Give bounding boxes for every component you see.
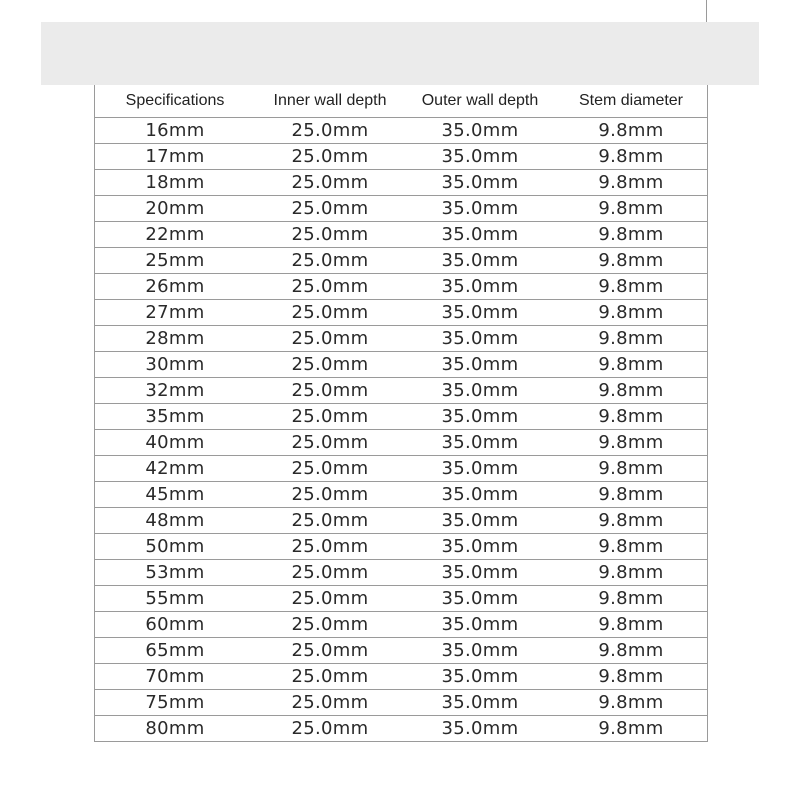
cell-specification: 25mm	[145, 250, 205, 271]
cell-stem-diameter: 9.8mm	[598, 458, 664, 479]
cell-stem-diameter: 9.8mm	[598, 666, 664, 687]
cell-outer-wall-depth: 35.0mm	[441, 276, 519, 297]
table-row	[95, 638, 707, 664]
table-row	[95, 170, 707, 196]
table-row	[95, 612, 707, 638]
cell-specification: 55mm	[145, 588, 205, 609]
cell-outer-wall-depth: 35.0mm	[441, 640, 519, 661]
cell-specification: 28mm	[145, 328, 205, 349]
table-row	[95, 144, 707, 170]
cell-stem-diameter: 9.8mm	[598, 328, 664, 349]
cell-inner-wall-depth: 25.0mm	[291, 536, 369, 557]
table-row	[95, 404, 707, 430]
cell-inner-wall-depth: 25.0mm	[291, 328, 369, 349]
cell-specification: 17mm	[145, 146, 205, 167]
cell-outer-wall-depth: 35.0mm	[441, 718, 519, 739]
cell-stem-diameter: 9.8mm	[598, 172, 664, 193]
cell-outer-wall-depth: 35.0mm	[441, 692, 519, 713]
cell-outer-wall-depth: 35.0mm	[441, 614, 519, 635]
cell-specification: 27mm	[145, 302, 205, 323]
cell-inner-wall-depth: 25.0mm	[291, 380, 369, 401]
cell-outer-wall-depth: 35.0mm	[441, 146, 519, 167]
table-row	[95, 456, 707, 482]
cell-inner-wall-depth: 25.0mm	[291, 250, 369, 271]
cell-specification: 48mm	[145, 510, 205, 531]
cell-outer-wall-depth: 35.0mm	[441, 172, 519, 193]
table-row	[95, 300, 707, 326]
cell-stem-diameter: 9.8mm	[598, 588, 664, 609]
header-stem-diameter: Stem diameter	[578, 92, 684, 109]
cell-inner-wall-depth: 25.0mm	[291, 432, 369, 453]
cell-stem-diameter: 9.8mm	[598, 250, 664, 271]
header-specifications: Specifications	[125, 92, 225, 109]
cell-stem-diameter: 9.8mm	[598, 380, 664, 401]
cell-inner-wall-depth: 25.0mm	[291, 276, 369, 297]
cell-stem-diameter: 9.8mm	[598, 354, 664, 375]
cell-specification: 16mm	[145, 120, 205, 141]
cell-inner-wall-depth: 25.0mm	[291, 354, 369, 375]
cell-outer-wall-depth: 35.0mm	[441, 588, 519, 609]
cell-stem-diameter: 9.8mm	[598, 198, 664, 219]
cell-inner-wall-depth: 25.0mm	[291, 510, 369, 531]
cell-inner-wall-depth: 25.0mm	[291, 614, 369, 635]
table-row	[95, 508, 707, 534]
top-divider-line	[706, 0, 707, 22]
cell-stem-diameter: 9.8mm	[598, 406, 664, 427]
cell-specification: 35mm	[145, 406, 205, 427]
table-row	[95, 274, 707, 300]
cell-outer-wall-depth: 35.0mm	[441, 562, 519, 583]
cell-inner-wall-depth: 25.0mm	[291, 640, 369, 661]
cell-specification: 26mm	[145, 276, 205, 297]
cell-specification: 30mm	[145, 354, 205, 375]
table-row	[95, 430, 707, 456]
cell-specification: 75mm	[145, 692, 205, 713]
cell-inner-wall-depth: 25.0mm	[291, 588, 369, 609]
table-row	[95, 716, 707, 741]
spec-table	[94, 85, 708, 742]
cell-outer-wall-depth: 35.0mm	[441, 250, 519, 271]
cell-outer-wall-depth: 35.0mm	[441, 406, 519, 427]
cell-specification: 20mm	[145, 198, 205, 219]
cell-stem-diameter: 9.8mm	[598, 276, 664, 297]
cell-outer-wall-depth: 35.0mm	[441, 380, 519, 401]
cell-outer-wall-depth: 35.0mm	[441, 224, 519, 245]
cell-stem-diameter: 9.8mm	[598, 432, 664, 453]
table-row	[95, 196, 707, 222]
cell-stem-diameter: 9.8mm	[598, 640, 664, 661]
cell-specification: 40mm	[145, 432, 205, 453]
cell-outer-wall-depth: 35.0mm	[441, 354, 519, 375]
table-row	[95, 118, 707, 144]
cell-specification: 50mm	[145, 536, 205, 557]
cell-outer-wall-depth: 35.0mm	[441, 484, 519, 505]
cell-inner-wall-depth: 25.0mm	[291, 172, 369, 193]
table-row	[95, 534, 707, 560]
cell-stem-diameter: 9.8mm	[598, 120, 664, 141]
table-row	[95, 664, 707, 690]
cell-specification: 80mm	[145, 718, 205, 739]
header-inner-wall-depth: Inner wall depth	[273, 92, 387, 109]
cell-inner-wall-depth: 25.0mm	[291, 718, 369, 739]
header-outer-wall-depth: Outer wall depth	[421, 92, 539, 109]
cell-specification: 45mm	[145, 484, 205, 505]
cell-specification: 65mm	[145, 640, 205, 661]
cell-specification: 53mm	[145, 562, 205, 583]
cell-stem-diameter: 9.8mm	[598, 302, 664, 323]
cell-outer-wall-depth: 35.0mm	[441, 536, 519, 557]
table-row	[95, 352, 707, 378]
cell-outer-wall-depth: 35.0mm	[441, 432, 519, 453]
table-row	[95, 690, 707, 716]
cell-outer-wall-depth: 35.0mm	[441, 328, 519, 349]
cell-stem-diameter: 9.8mm	[598, 146, 664, 167]
cell-specification: 60mm	[145, 614, 205, 635]
cell-inner-wall-depth: 25.0mm	[291, 666, 369, 687]
cell-inner-wall-depth: 25.0mm	[291, 302, 369, 323]
cell-inner-wall-depth: 25.0mm	[291, 406, 369, 427]
table-row	[95, 482, 707, 508]
cell-inner-wall-depth: 25.0mm	[291, 692, 369, 713]
cell-outer-wall-depth: 35.0mm	[441, 458, 519, 479]
cell-stem-diameter: 9.8mm	[598, 718, 664, 739]
cell-specification: 22mm	[145, 224, 205, 245]
cell-specification: 18mm	[145, 172, 205, 193]
cell-outer-wall-depth: 35.0mm	[441, 666, 519, 687]
cell-inner-wall-depth: 25.0mm	[291, 224, 369, 245]
table-row	[95, 326, 707, 352]
cell-specification: 70mm	[145, 666, 205, 687]
cell-stem-diameter: 9.8mm	[598, 510, 664, 531]
cell-outer-wall-depth: 35.0mm	[441, 198, 519, 219]
header-band	[41, 22, 759, 85]
cell-stem-diameter: 9.8mm	[598, 614, 664, 635]
cell-stem-diameter: 9.8mm	[598, 224, 664, 245]
cell-inner-wall-depth: 25.0mm	[291, 120, 369, 141]
cell-stem-diameter: 9.8mm	[598, 484, 664, 505]
table-body	[95, 118, 707, 741]
cell-specification: 42mm	[145, 458, 205, 479]
cell-inner-wall-depth: 25.0mm	[291, 198, 369, 219]
cell-outer-wall-depth: 35.0mm	[441, 120, 519, 141]
table-row	[95, 586, 707, 612]
cell-specification: 32mm	[145, 380, 205, 401]
cell-inner-wall-depth: 25.0mm	[291, 484, 369, 505]
cell-inner-wall-depth: 25.0mm	[291, 458, 369, 479]
table-row	[95, 222, 707, 248]
cell-stem-diameter: 9.8mm	[598, 536, 664, 557]
table-header-row	[95, 85, 707, 118]
table-row	[95, 378, 707, 404]
cell-stem-diameter: 9.8mm	[598, 692, 664, 713]
cell-inner-wall-depth: 25.0mm	[291, 562, 369, 583]
cell-outer-wall-depth: 35.0mm	[441, 302, 519, 323]
cell-outer-wall-depth: 35.0mm	[441, 510, 519, 531]
cell-inner-wall-depth: 25.0mm	[291, 146, 369, 167]
cell-stem-diameter: 9.8mm	[598, 562, 664, 583]
table-row	[95, 248, 707, 274]
table-row	[95, 560, 707, 586]
